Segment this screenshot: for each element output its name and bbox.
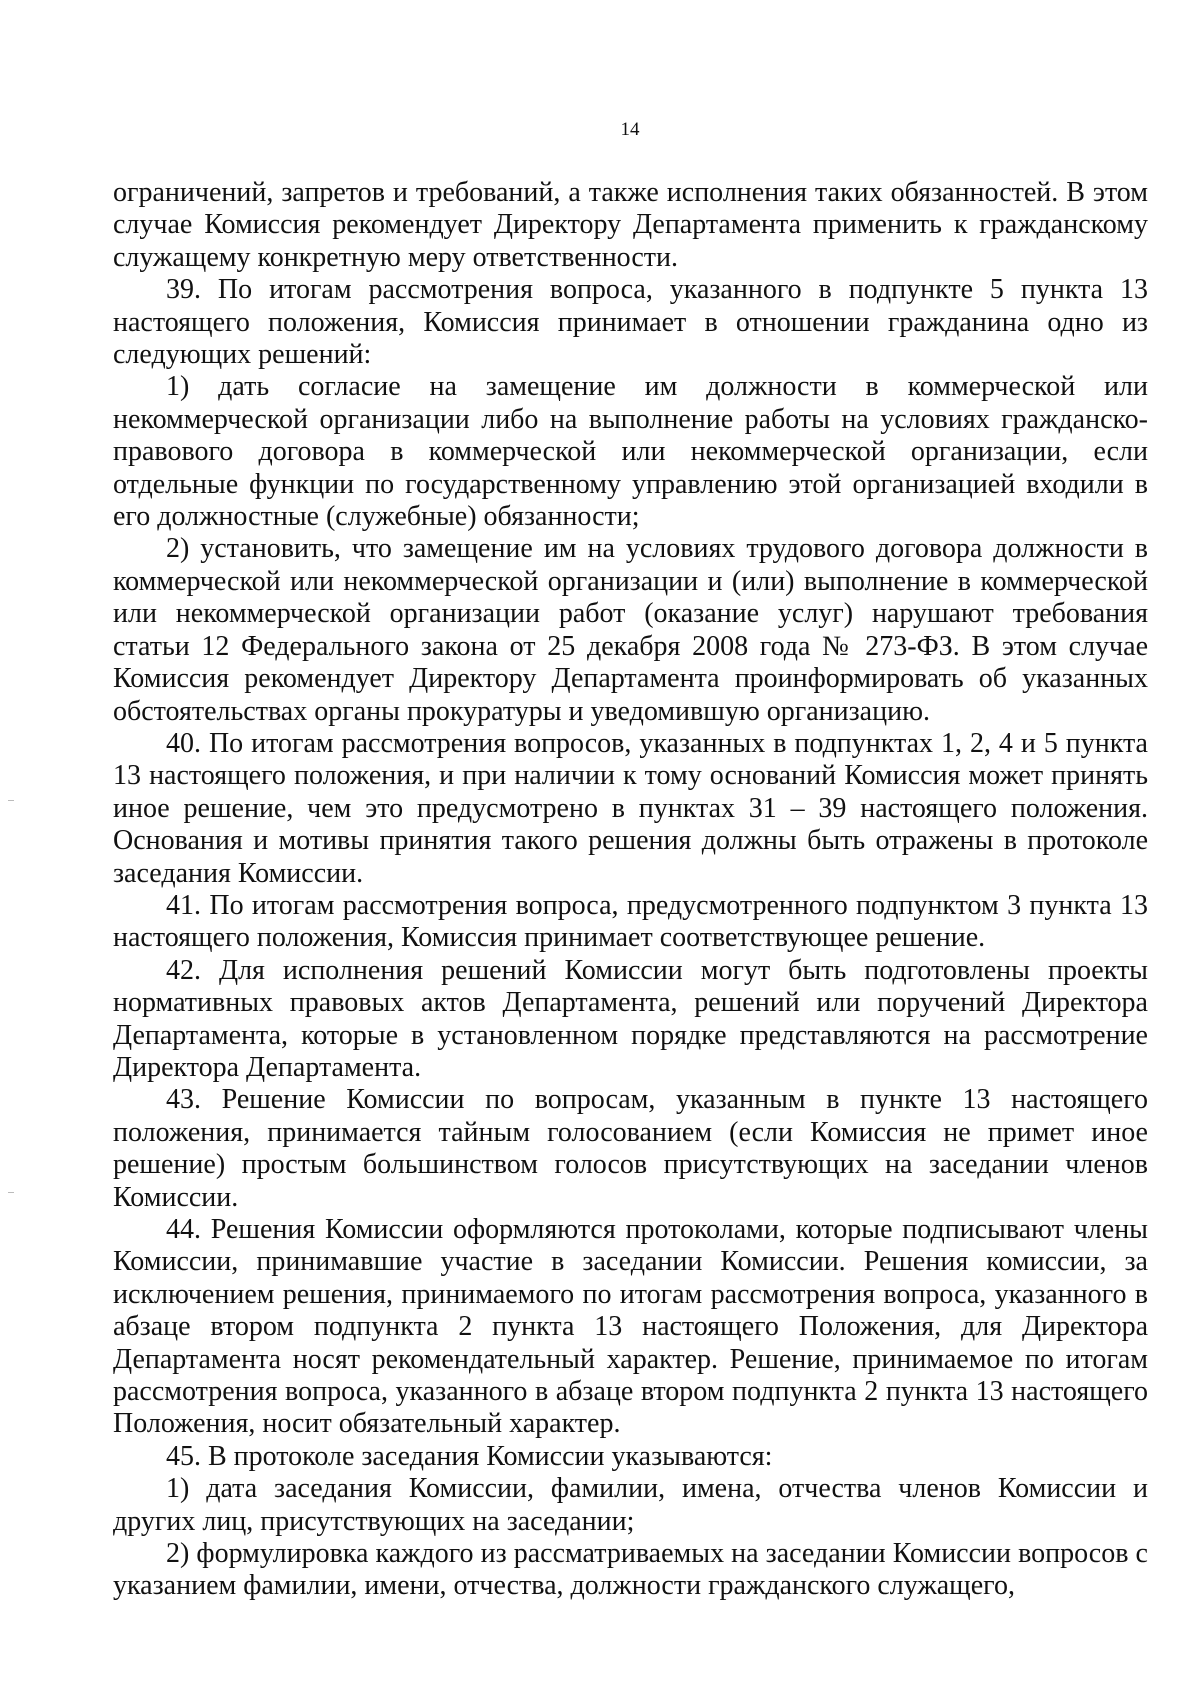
scan-margin-mark <box>8 1192 14 1193</box>
paragraph-43: 43. Решение Комиссии по вопросам, указанным в пункте 13 настоящего положения, принимается тайным голосованием (если Комиссия не примет иное решение) простым большинством голосов присутствующих на заседании членов Комиссии. <box>113 1084 1148 1213</box>
paragraph-39-item-2: 2) установить, что замещение им на условиях трудового договора должности в коммерческой или некоммерческой организации и (или) выполнение в коммерческой или некоммерческой организации работ (оказание услуг) нарушают требования статьи 12 Федерального закона от 25 декабря 2008 года № 273-ФЗ. В этом случае Комиссия рекомендует Директору Департамента проинформировать об указанных обстоятельствах органы прокуратуры и уведомившую организацию. <box>113 533 1148 727</box>
paragraph-45: 45. В протоколе заседания Комиссии указываются: <box>166 1440 773 1472</box>
paragraph-45-item-2: 2) формулировка каждого из рассматриваемых на заседании Комиссии вопросов с указанием фамилии, имени, отчества, должности гражданского служащего, <box>113 1538 1148 1602</box>
paragraph-41: 41. По итогам рассмотрения вопроса, предусмотренного подпунктом 3 пункта 13 настоящего положения, Комиссия принимает соответствующее решение. <box>113 889 1148 954</box>
paragraph-39: 39. По итогам рассмотрения вопроса, указанного в подпункте 5 пункта 13 настоящего положения, Комиссия принимает в отношении гражданина одно из следующих решений: <box>113 274 1148 371</box>
page-number: 14 <box>620 119 640 140</box>
document-body <box>113 177 1148 1603</box>
paragraph-42: 42. Для исполнения решений Комиссии могут быть подготовлены проекты нормативных правовых актов Департамента, решений или поручений Директора Департамента, которые в установленном порядке представляются на рассмотрение Директора Департамента. <box>113 954 1148 1083</box>
paragraph-40: 40. По итогам рассмотрения вопросов, указанных в подпунктах 1, 2, 4 и 5 пункта 13 настоящего положения, и при наличии к тому оснований Комиссия может принять иное решение, чем это предусмотрено в пунктах 31 – 39 настоящего положения. Основания и мотивы принятия такого решения должны быть отражены в протоколе заседания Комиссии. <box>113 727 1148 889</box>
paragraph-44: 44. Решения Комиссии оформляются протоколами, которые подписывают члены Комиссии, принимавшие участие в заседании Комиссии. Решения комиссии, за исключением решения, принимаемого по итогам рассмотрения вопроса, указанного в абзаце втором подпункта 2 пункта 13 настоящего Положения, для Директора Департамента носят рекомендательный характер. Решение, принимаемое по итогам рассмотрения вопроса, указанного в абзаце втором подпункта 2 пункта 13 настоящего Положения, носит обязательный характер. <box>113 1214 1148 1440</box>
scan-margin-mark <box>8 800 14 801</box>
paragraph-45-item-1: 1) дата заседания Комиссии, фамилии, имена, отчества членов Комиссии и других лиц, присутствующих на заседании; <box>113 1473 1148 1537</box>
paragraph-39-item-1: 1) дать согласие на замещение им должности в коммерческой или некоммерческой организации либо на выполнение работы на условиях гражданско-правового договора в коммерческой или некоммерческой организации, если отдельные функции по государственному управлению этой организацией входили в его должностные (служебные) обязанности; <box>113 371 1148 533</box>
paragraph-continuation: ограничений, запретов и требований, а также исполнения таких обязанностей. В этом случае Комиссия рекомендует Директору Департамента применить к гражданскому служащему конкретную меру ответственности. <box>113 177 1148 273</box>
